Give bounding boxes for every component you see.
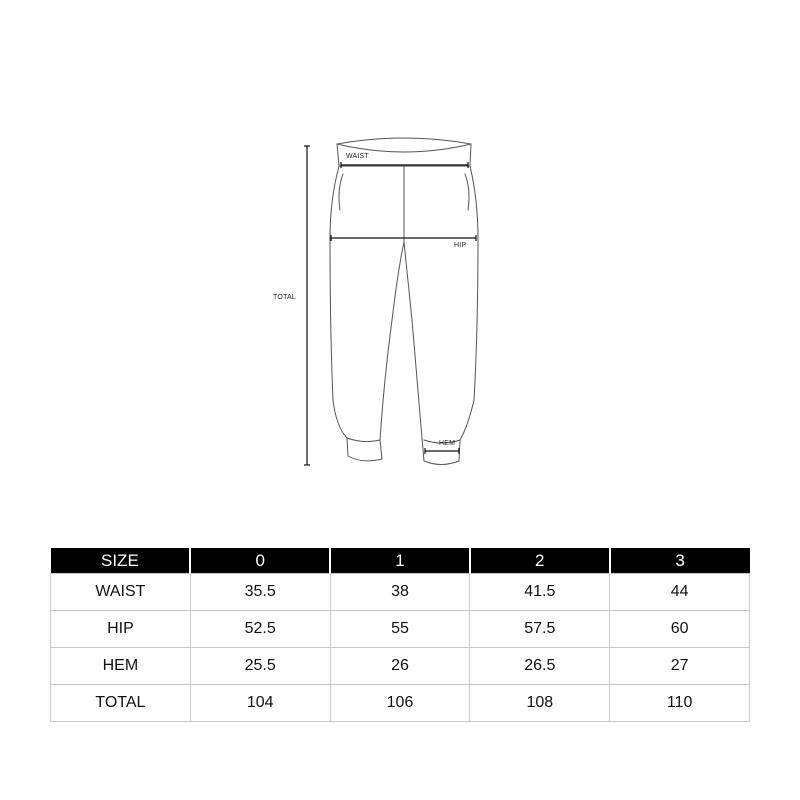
table-cell: 52.5 [190, 611, 330, 648]
pants-outline [330, 138, 478, 465]
row-label: TOTAL [51, 685, 191, 722]
header-cell-size-1: 1 [330, 548, 470, 574]
table-cell: 27 [610, 648, 750, 685]
header-cell-size: SIZE [51, 548, 191, 574]
table-row-total [51, 685, 750, 722]
table-cell: 104 [190, 685, 330, 722]
table-cell: 26 [330, 648, 470, 685]
right-leg [404, 166, 478, 465]
waistband-top [337, 138, 471, 144]
table-cell: 57.5 [470, 611, 610, 648]
table-cell: 35.5 [190, 574, 330, 611]
table-row-hip [51, 611, 750, 648]
header-cell-size-3: 3 [610, 548, 750, 574]
hem-label: HEM [439, 440, 456, 447]
row-label: WAIST [51, 574, 191, 611]
table-row-waist [51, 574, 750, 611]
table-cell: 110 [610, 685, 750, 722]
header-cell-size-0: 0 [190, 548, 330, 574]
total-label: TOTAL [273, 294, 296, 301]
waist-label: WAIST [346, 153, 369, 160]
hip-label: HIP [454, 242, 467, 249]
table-header-row [51, 548, 750, 574]
header-cell-size-2: 2 [470, 548, 610, 574]
left-leg [330, 166, 404, 461]
table-cell: 26.5 [470, 648, 610, 685]
table-cell: 108 [470, 685, 610, 722]
table-cell: 60 [610, 611, 750, 648]
size-chart-table [50, 548, 750, 722]
table-row-hem [51, 648, 750, 685]
table-cell: 55 [330, 611, 470, 648]
table-cell: 38 [330, 574, 470, 611]
right-pocket [465, 174, 469, 210]
table-cell: 41.5 [470, 574, 610, 611]
left-pocket [339, 174, 343, 210]
table-cell: 106 [330, 685, 470, 722]
table-cell: 44 [610, 574, 750, 611]
left-cuff-seam [347, 438, 380, 442]
row-label: HEM [51, 648, 191, 685]
row-label: HIP [51, 611, 191, 648]
table-cell: 25.5 [190, 648, 330, 685]
measure-lines [304, 146, 476, 465]
